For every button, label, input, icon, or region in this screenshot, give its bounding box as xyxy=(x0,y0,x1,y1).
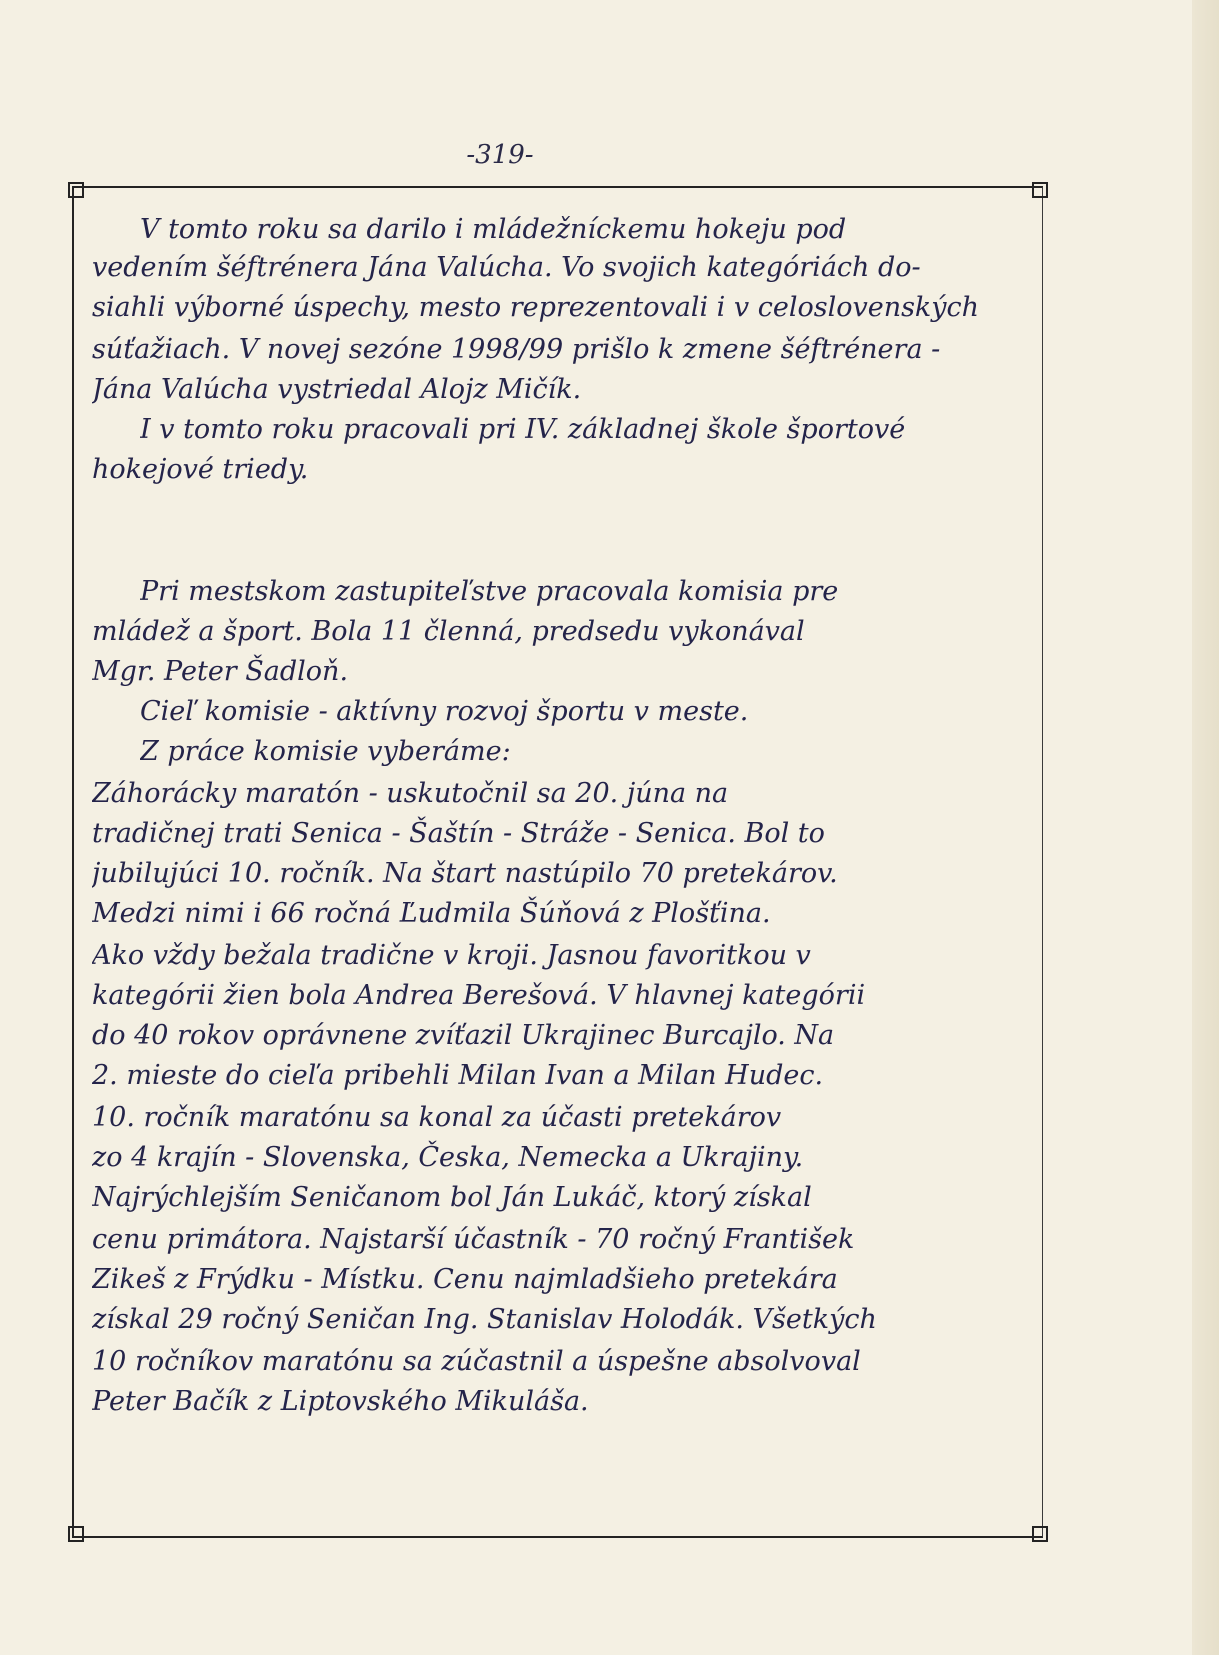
frame-corner xyxy=(68,182,84,198)
frame-corner xyxy=(1032,182,1048,198)
text-line: Záhorácky maratón - uskutočnil sa 20. júna na xyxy=(92,778,729,809)
text-line: zo 4 krajín - Slovenska, Česka, Nemecka a Ukrajiny. xyxy=(92,1142,804,1173)
text-line: kategórii žien bola Andrea Berešová. V hlavnej kategórii xyxy=(92,980,866,1011)
text-line: 2. mieste do cieľa pribehli Milan Ivan a Milan Hudec. xyxy=(92,1060,824,1091)
frame-corner xyxy=(1032,1526,1048,1542)
text-line: Mgr. Peter Šadloň. xyxy=(92,656,349,687)
frame-corner xyxy=(68,1526,84,1542)
text-line: Ako vždy bežala tradične v kroji. Jasnou favoritkou v xyxy=(92,940,811,971)
text-line: Zikeš z Frýdku - Místku. Cenu najmladšieho pretekára xyxy=(92,1264,838,1295)
text-line: Jána Valúcha vystriedal Alojz Mičík. xyxy=(92,374,582,405)
text-line: jubilujúci 10. ročník. Na štart nastúpilo 70 pretekárov. xyxy=(92,858,838,889)
page-number: -319- xyxy=(466,140,534,170)
text-line: I v tomto roku pracovali pri IV. základnej škole športové xyxy=(140,414,906,445)
text-line: Z práce komisie vyberáme: xyxy=(140,736,511,767)
text-line: cenu primátora. Najstarší účastník - 70 ročný František xyxy=(92,1224,855,1255)
text-line: mládež a šport. Bola 11 členná, predsedu vykonával xyxy=(92,616,805,647)
text-line: Medzi nimi i 66 ročná Ľudmila Šúňová z Plošťina. xyxy=(92,898,771,929)
text-line: 10 ročníkov maratónu sa zúčastnil a úspešne absolvoval xyxy=(92,1346,861,1377)
text-line: hokejové triedy. xyxy=(92,454,309,485)
text-line: 10. ročník maratónu sa konal za účasti pretekárov xyxy=(92,1102,782,1133)
text-line: Peter Bačík z Liptovského Mikuláša. xyxy=(92,1386,589,1417)
text-line: do 40 rokov oprávnene zvíťazil Ukrajinec Burcajlo. Na xyxy=(92,1020,835,1051)
text-line: siahli výborné úspechy, mesto reprezentovali i v celoslovenských xyxy=(92,292,980,323)
text-line: súťažiach. V novej sezóne 1998/99 prišlo k zmene šéftrénera - xyxy=(92,334,941,365)
text-line: vedením šéftrénera Jána Valúcha. Vo svojich kategóriách do- xyxy=(92,252,921,283)
text-line: Cieľ komisie - aktívny rozvoj športu v meste. xyxy=(140,696,749,727)
text-line: Pri mestskom zastupiteľstve pracovala komisia pre xyxy=(140,576,839,607)
text-line: tradičnej trati Senica - Šaštín - Stráže - Senica. Bol to xyxy=(92,818,825,849)
text-line: V tomto roku sa darilo i mládežníckemu hokeju pod xyxy=(140,214,847,245)
text-line: Najrýchlejším Seničanom bol Ján Lukáč, ktorý získal xyxy=(92,1182,812,1213)
page-edge xyxy=(1192,0,1219,1655)
text-line: získal 29 ročný Seničan Ing. Stanislav Holodák. Všetkých xyxy=(92,1304,877,1335)
